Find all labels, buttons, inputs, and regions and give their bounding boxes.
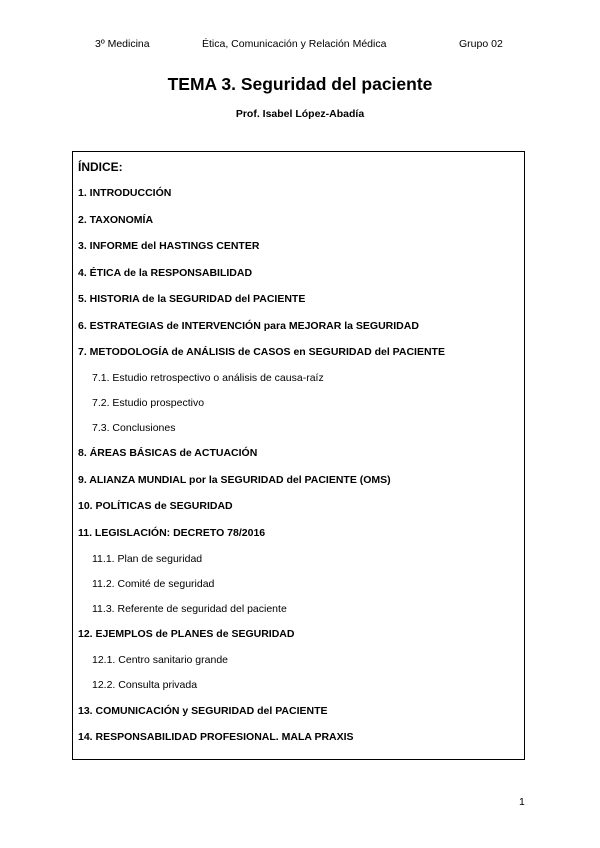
index-item: 13. COMUNICACIÓN y SEGURIDAD del PACIENTE <box>78 705 328 717</box>
document-author: Prof. Isabel López-Abadía <box>235 108 365 120</box>
index-item: 7. METODOLOGÍA de ANÁLISIS de CASOS en SEGURIDAD del PACIENTE <box>78 346 445 358</box>
index-item: 5. HISTORIA de la SEGURIDAD del PACIENTE <box>78 293 306 305</box>
index-subitem: 7.1. Estudio retrospectivo o análisis de causa-raíz <box>92 372 324 384</box>
index-subitem: 7.3. Conclusiones <box>92 422 176 434</box>
page-header <box>0 38 600 52</box>
index-item: 1. INTRODUCCIÓN <box>78 187 172 199</box>
index-subitem: 12.2. Consulta privada <box>92 679 198 691</box>
document-title: TEMA 3. Seguridad del paciente <box>167 74 433 94</box>
index-item: 8. ÁREAS BÁSICAS de ACTUACIÓN <box>78 447 258 459</box>
index-item: 4. ÉTICA de la RESPONSABILIDAD <box>78 267 253 279</box>
index-item: 12. EJEMPLOS de PLANES de SEGURIDAD <box>78 628 295 640</box>
index-subitem: 11.3. Referente de seguridad del paciente <box>92 603 287 615</box>
index-heading: ÍNDICE: <box>78 160 123 174</box>
index-item: 6. ESTRATEGIAS de INTERVENCIÓN para MEJORAR la SEGURIDAD <box>78 320 419 332</box>
index-item: 14. RESPONSABILIDAD PROFESIONAL. MALA PRAXIS <box>78 731 354 743</box>
index-box <box>72 151 525 760</box>
index-item: 2. TAXONOMÍA <box>78 214 154 226</box>
header-course: 3º Medicina <box>95 38 150 50</box>
page-number: 1 <box>519 796 525 808</box>
index-item: 3. INFORME del HASTINGS CENTER <box>78 240 260 252</box>
index-item: 9. ALIANZA MUNDIAL por la SEGURIDAD del PACIENTE (OMS) <box>78 474 391 486</box>
header-group: Grupo 02 <box>459 38 503 50</box>
index-subitem: 12.1. Centro sanitario grande <box>92 654 229 666</box>
index-subitem: 7.2. Estudio prospectivo <box>92 397 205 409</box>
header-subject: Ética, Comunicación y Relación Médica <box>202 38 387 50</box>
index-subitem: 11.1. Plan de seguridad <box>92 553 203 565</box>
index-item: 10. POLÍTICAS de SEGURIDAD <box>78 500 233 512</box>
index-item: 11. LEGISLACIÓN: DECRETO 78/2016 <box>78 527 266 539</box>
index-subitem: 11.2. Comité de seguridad <box>92 578 215 590</box>
